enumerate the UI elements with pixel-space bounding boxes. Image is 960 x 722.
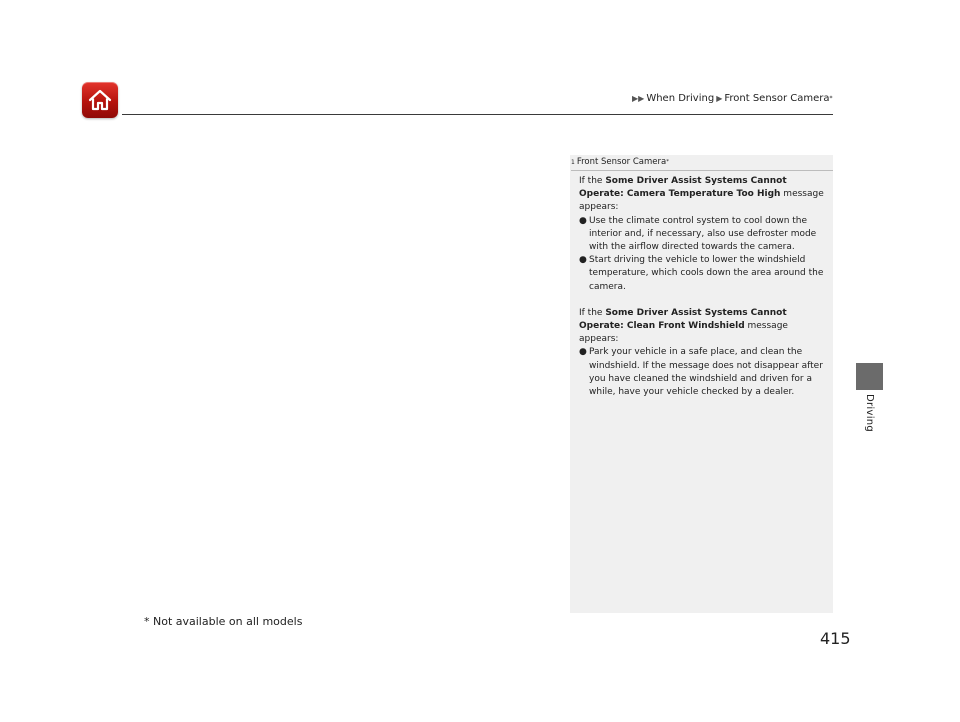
reference-icon: 1	[571, 158, 575, 166]
message-name: Some Driver Assist Systems Cannot Operate: Camera Temperature Too High	[579, 176, 787, 200]
home-icon	[87, 87, 113, 113]
note-title	[571, 157, 833, 171]
breadcrumb	[632, 93, 833, 104]
message-name: Some Driver Assist Systems Cannot Operate: Clean Front Windshield	[579, 307, 787, 332]
footnote: * Not available on all models	[144, 615, 303, 628]
breadcrumb-marker: *	[829, 95, 833, 102]
page-number: 415	[820, 629, 851, 648]
bullet-icon: ●	[579, 255, 587, 266]
note-body	[579, 175, 825, 399]
breadcrumb-item-when-driving[interactable]: When Driving	[646, 93, 715, 104]
list-item: ● Use the climate control system to cool down the interior and, if necessary, also use defroster mode with the airflow directed towards the camera.	[579, 215, 825, 255]
bullet-icon: ●	[579, 215, 587, 226]
breadcrumb-arrow-icon: ▶	[716, 94, 723, 103]
note-title-text: Front Sensor Camera	[576, 157, 667, 167]
header-rule	[122, 114, 833, 115]
home-button[interactable]	[82, 82, 118, 118]
breadcrumb-arrow-icon: ▶▶	[632, 94, 645, 103]
note-title-marker: *	[666, 159, 669, 165]
note-intro-2: If the Some Driver Assist Systems Cannot Operate: Clean Front Windshield message appears:	[579, 307, 788, 345]
section-tab-label: Driving	[864, 394, 875, 433]
list-item: ● Start driving the vehicle to lower the windshield temperature, which cools down the area around the camera.	[579, 254, 825, 294]
note-intro-1: If the Some Driver Assist Systems Cannot Operate: Camera Temperature Too High message appears:	[579, 176, 824, 213]
list-item: ● Park your vehicle in a safe place, and clean the windshield. If the message does not disappear after you have cleaned the windshield and driven for a while, have your vehicle checked by a dealer.	[579, 346, 825, 399]
bullet-icon: ●	[579, 347, 587, 358]
breadcrumb-item-front-sensor-camera[interactable]: Front Sensor Camera	[724, 93, 830, 104]
section-tab-driving[interactable]	[856, 363, 883, 390]
